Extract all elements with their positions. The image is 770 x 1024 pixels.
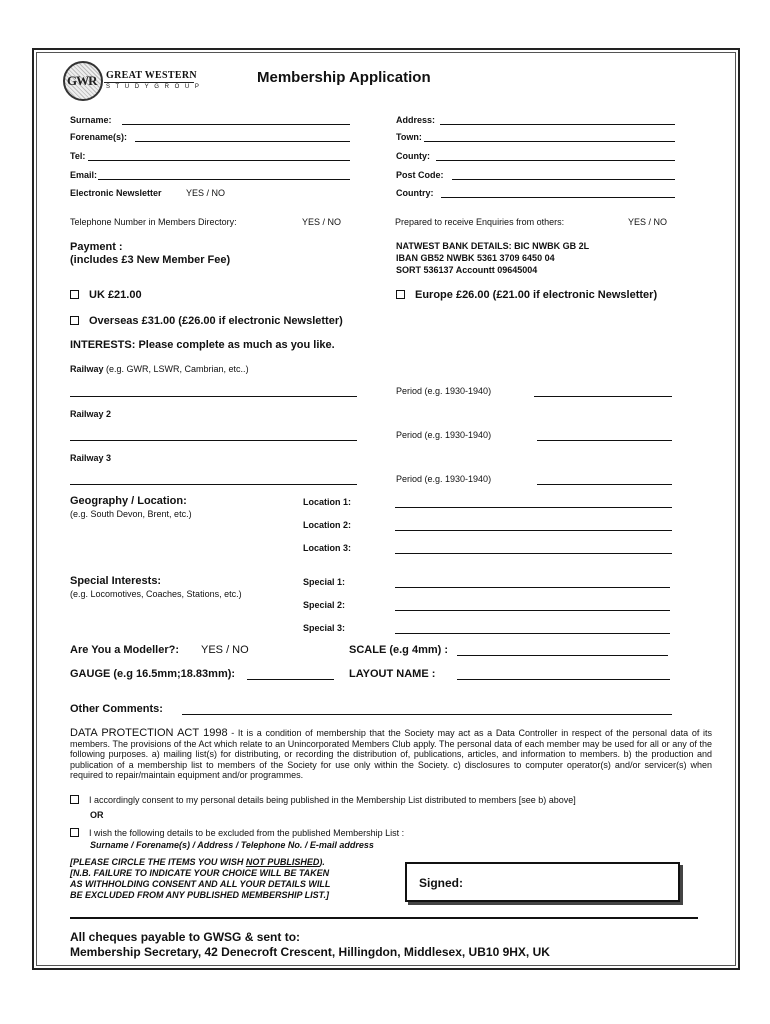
location3-field[interactable] (395, 553, 672, 554)
nb-line-1: [N.B. FAILURE TO INDICATE YOUR CHOICE WILL BE TAKEN (70, 868, 330, 878)
special2-label: Special 2: (303, 600, 346, 610)
comments-field[interactable] (182, 714, 672, 715)
period2-label: Period (e.g. 1930-1940) (396, 430, 492, 440)
tel-label: Tel: (70, 151, 86, 161)
option-overseas[interactable] (70, 315, 343, 327)
period2-field[interactable] (537, 440, 672, 441)
scale-label: SCALE (e.g 4mm) : (349, 644, 449, 656)
layout-field[interactable] (457, 679, 670, 680)
logo-subtitle: S T U D Y G R O U P (106, 84, 201, 90)
surname-label: Surname: (70, 115, 112, 125)
town-label: Town: (396, 132, 422, 142)
comments-label: Other Comments: (70, 703, 163, 715)
circle-post: ). (319, 857, 325, 867)
country-label: Country: (396, 188, 434, 198)
address-label: Address: (396, 115, 436, 125)
special-example: (e.g. Locomotives, Coaches, Stations, etc.) (70, 589, 242, 599)
layout-label: LAYOUT NAME : (349, 668, 436, 680)
directory-options[interactable]: YES / NO (302, 217, 342, 227)
location1-field[interactable] (395, 507, 672, 508)
nb-line-3: BE EXCLUDED FROM ANY PUBLISHED MEMBERSHIP LIST.] (70, 890, 330, 900)
railway2-field[interactable] (70, 440, 357, 441)
town-field[interactable] (424, 141, 675, 142)
interests-heading: INTERESTS: Please complete as much as you like. (70, 339, 335, 351)
exclude-text: I wish the following details to be excluded from the published Membership List : (89, 828, 405, 838)
circle-instruction (70, 857, 325, 867)
special1-label: Special 1: (303, 577, 346, 587)
postcode-label: Post Code: (396, 170, 444, 180)
footer-line-1: All cheques payable to GWSG & sent to: (70, 930, 301, 944)
postcode-field[interactable] (452, 179, 675, 180)
location2-label: Location 2: (303, 520, 352, 530)
option-uk-label: UK £21.00 (89, 289, 142, 301)
newsletter-options[interactable]: YES / NO (186, 188, 226, 198)
enquiries-options[interactable]: YES / NO (628, 217, 668, 227)
newsletter-label: Electronic Newsletter (70, 188, 162, 198)
signed-label: Signed: (419, 876, 463, 890)
railway1-field[interactable] (70, 396, 357, 397)
option-overseas-label: Overseas £31.00 (£26.00 if electronic Newsletter) (89, 315, 343, 327)
railway1-label: Railway (70, 364, 104, 374)
country-field[interactable] (441, 197, 675, 198)
location1-label: Location 1: (303, 497, 352, 507)
forenames-field[interactable] (135, 141, 350, 142)
circle-pre: [PLEASE CIRCLE THE ITEMS YOU WISH (70, 857, 246, 867)
location3-label: Location 3: (303, 543, 352, 553)
railway2-label: Railway 2 (70, 409, 112, 419)
tel-field[interactable] (88, 160, 350, 161)
special2-field[interactable] (395, 610, 670, 611)
period1-field[interactable] (534, 396, 672, 397)
directory-label: Telephone Number in Members Directory: (70, 217, 237, 227)
email-field[interactable] (98, 179, 350, 180)
checkbox-icon[interactable] (70, 316, 79, 325)
page-title: Membership Application (257, 69, 431, 86)
bank-details-3: SORT 536137 Accountt 09645004 (396, 265, 538, 275)
period3-field[interactable] (537, 484, 672, 485)
special1-field[interactable] (395, 587, 670, 588)
bank-details-1: NATWEST BANK DETAILS: BIC NWBK GB 2L (396, 241, 590, 251)
railway3-label: Railway 3 (70, 453, 112, 463)
checkbox-icon[interactable] (70, 290, 79, 299)
footer-divider (70, 917, 698, 919)
logo-letters: GWR (67, 73, 97, 88)
modeller-options[interactable]: YES / NO (201, 644, 249, 656)
modeller-label: Are You a Modeller?: (70, 644, 180, 656)
option-europe-label: Europe £26.00 (£21.00 if electronic Newsletter) (415, 289, 658, 301)
option-europe[interactable] (396, 289, 657, 301)
payment-title: Payment : (70, 241, 123, 253)
email-label: Email: (70, 170, 98, 180)
special-title: Special Interests: (70, 575, 162, 587)
scale-field[interactable] (457, 655, 668, 656)
logo-name: GREAT WESTERN (106, 70, 197, 81)
special3-field[interactable] (395, 633, 670, 634)
consent-text: I accordingly consent to my personal details being published in the Membership List distributed to members [see b) above] (89, 795, 576, 805)
bank-details-2: IBAN GB52 NWBK 5361 3709 6450 04 (396, 253, 555, 263)
forenames-label: Forename(s): (70, 132, 128, 142)
enquiries-label: Prepared to receive Enquiries from others: (395, 217, 565, 227)
county-label: County: (396, 151, 430, 161)
special3-label: Special 3: (303, 623, 346, 633)
payment-fee-note: (includes £3 New Member Fee) (70, 254, 231, 266)
period3-label: Period (e.g. 1930-1940) (396, 474, 492, 484)
option-uk[interactable] (70, 289, 142, 301)
or-label: OR (90, 810, 104, 820)
surname-field[interactable] (122, 124, 350, 125)
consent-option[interactable] (70, 795, 576, 805)
circle-not: NOT PUBLISHED (245, 857, 320, 867)
footer-line-2: Membership Secretary, 42 Denecroft Crescent, Hillingdon, Middlesex, UB10 9HX, UK (70, 945, 550, 959)
signature-box[interactable] (405, 862, 680, 902)
dpa-title: DATA PROTECTION ACT 1998 (70, 727, 228, 739)
gauge-label: GAUGE (e.g 16.5mm;18.83mm): (70, 668, 236, 680)
period1-label: Period (e.g. 1930-1940) (396, 386, 492, 396)
checkbox-icon[interactable] (70, 828, 79, 837)
railway1-label-group (70, 364, 249, 374)
railway3-field[interactable] (70, 484, 357, 485)
geography-example: (e.g. South Devon, Brent, etc.) (70, 509, 192, 519)
checkbox-icon[interactable] (70, 795, 79, 804)
nb-line-2: AS WITHHOLDING CONSENT AND ALL YOUR DETAILS WILL (70, 879, 331, 889)
railway1-example: (e.g. GWR, LSWR, Cambrian, etc..) (103, 364, 249, 374)
gauge-field[interactable] (247, 679, 334, 680)
exclude-option[interactable] (70, 828, 404, 838)
county-field[interactable] (436, 160, 675, 161)
exclude-items[interactable]: Surname / Forename(s) / Address / Telephone No. / E-mail address (90, 840, 374, 850)
logo-rule (104, 82, 194, 83)
geography-title: Geography / Location: (70, 495, 187, 507)
checkbox-icon[interactable] (396, 290, 405, 299)
dpa-paragraph (70, 728, 712, 781)
address-field[interactable] (440, 124, 675, 125)
location2-field[interactable] (395, 530, 672, 531)
dpa-body: - It is a condition of membership that the Society may act as a Data Controller in respect of the personal data of its members. The provisions of the Act which relate to an Unincorporated Members Club apply. The personal data of each member may be used for all or any of the following purposes. a) mailing list(s) for distributing, or recording the distribution of, publications, articles, and information to members. b) the production and publication of a membership list to members of the Society for use only within the Society. c) disclosures to computer operator(s) and/or servicer(s) when required to repair/maintain equipment and/or programmes. (70, 728, 712, 780)
